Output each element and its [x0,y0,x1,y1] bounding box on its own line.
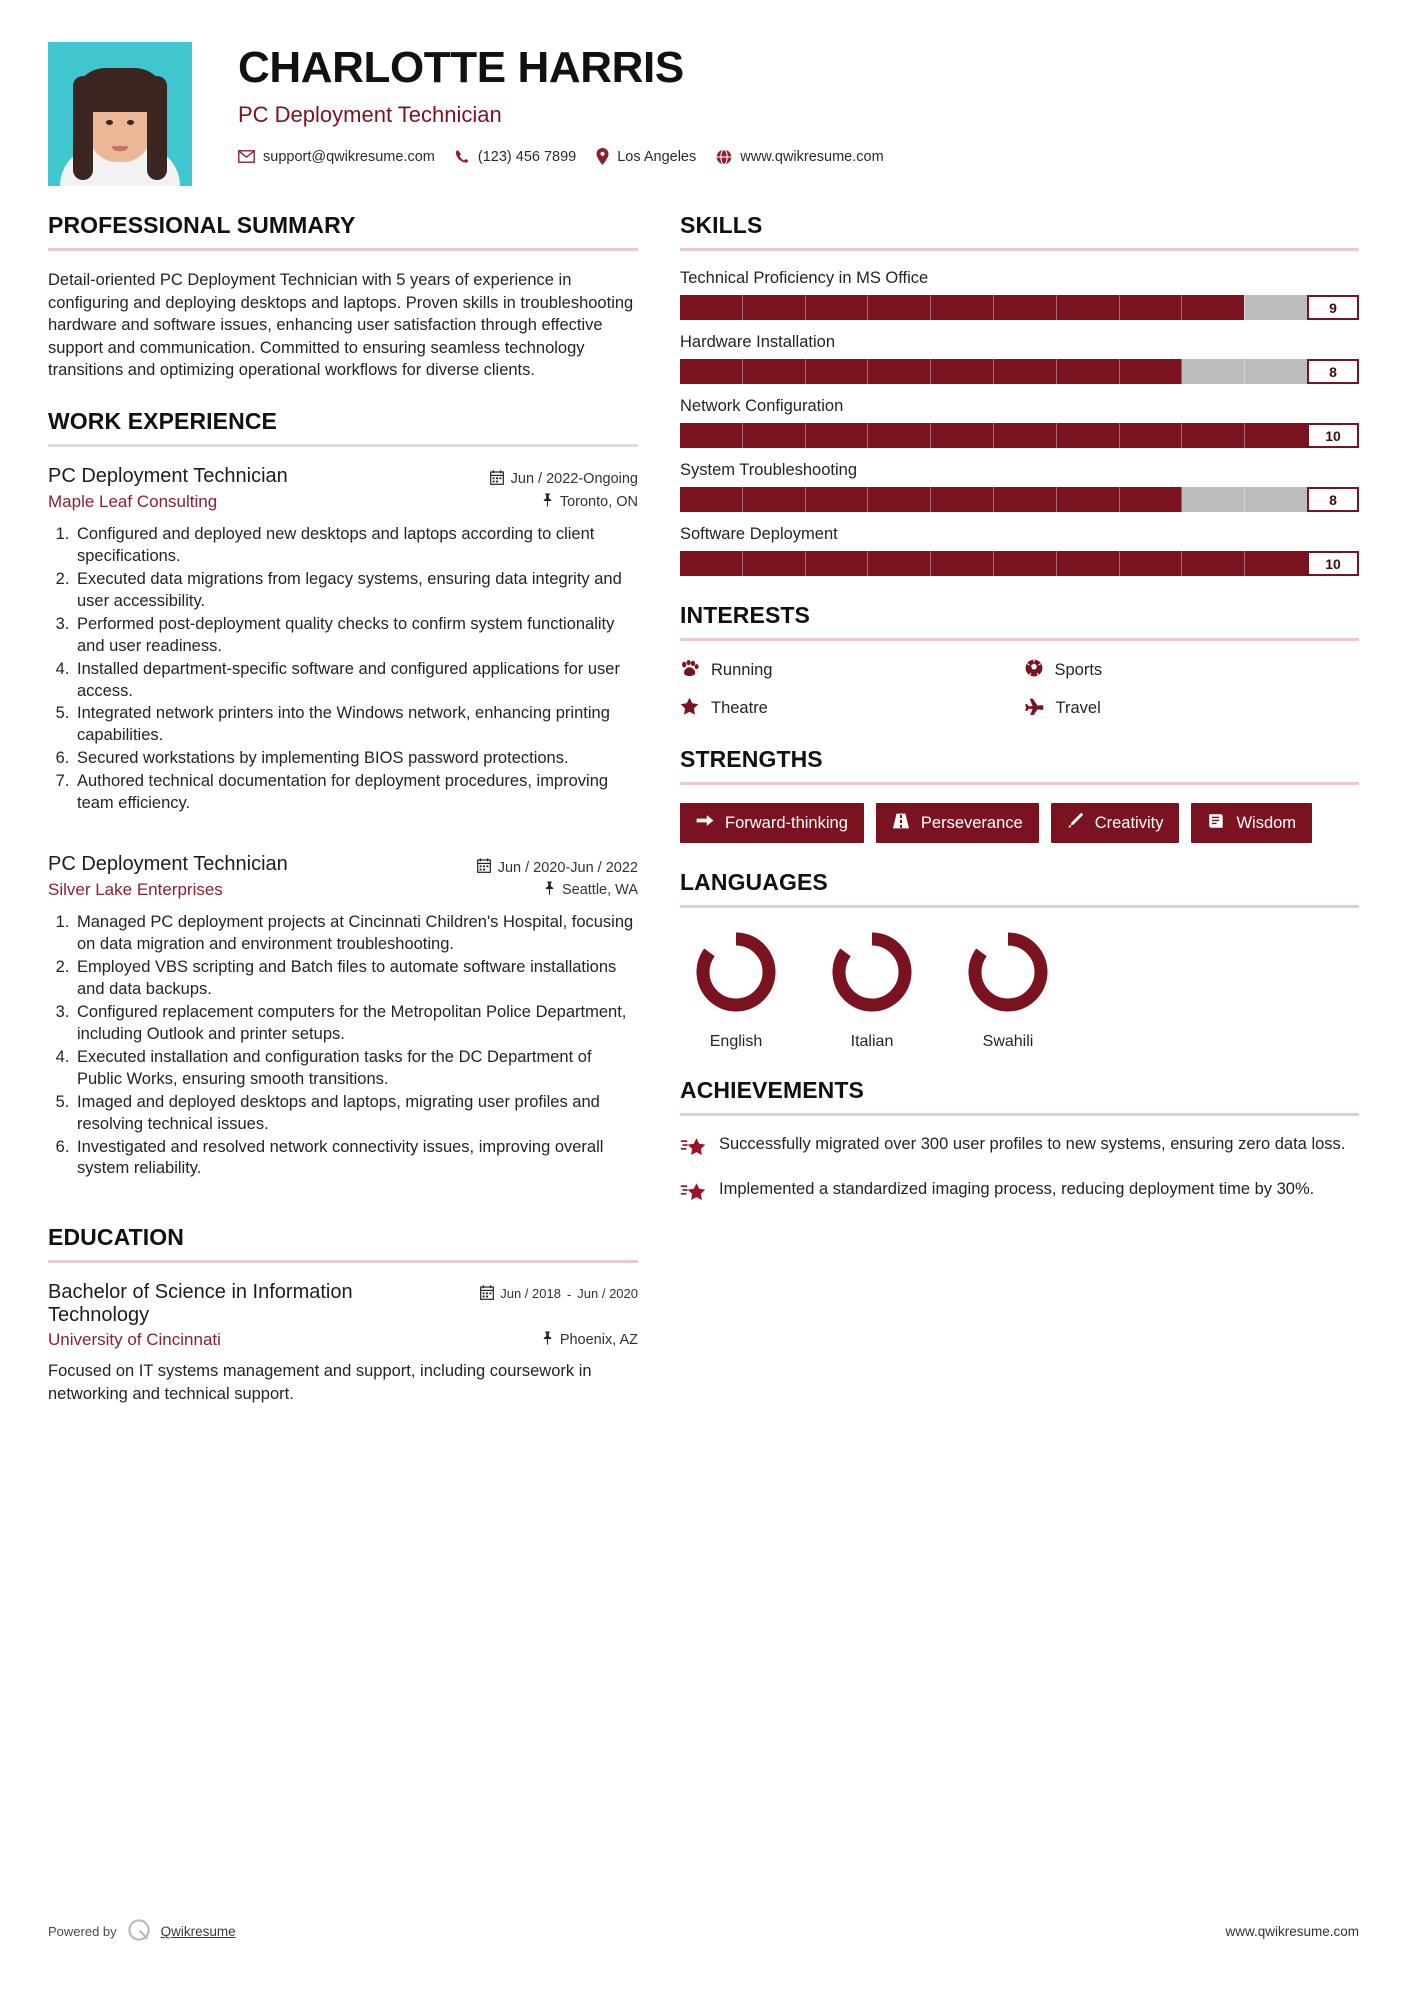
skill-bar-row [680,551,1359,576]
page-footer [48,1917,1359,1946]
job-title-row [48,465,638,489]
skill-bar-ticks [680,551,1307,576]
skill-score-badge: 10 [1307,423,1359,448]
interest-item [680,697,1015,720]
section-divider [48,1260,638,1263]
calendar-icon [490,470,504,489]
strengths-section-title: STRENGTHS [680,746,823,772]
education-date-separator: - [566,1286,572,1302]
section-education [48,1224,638,1405]
skill-score-badge: 8 [1307,487,1359,512]
strength-chip [1191,803,1312,843]
skills-section-title: SKILLS [680,212,763,238]
job-bullet: 5. Integrated network printers into the Windows network, enhancing printing capabilities. [74,703,638,747]
interests-section-title: INTERESTS [680,602,810,628]
section-divider [680,782,1359,785]
strength-label: Perseverance [920,813,1023,832]
section-strengths [680,746,1359,843]
strength-chip [876,803,1039,843]
achievement-text: Implemented a standardized imaging process, reducing deployment time by 30%. [719,1180,1315,1198]
interest-label: Theatre [711,699,768,717]
section-achievements [680,1077,1359,1208]
skill-item [680,525,1359,576]
work-experience-entry [48,465,638,815]
contact-phone-text: (123) 456 7899 [477,148,577,165]
skill-score-badge: 8 [1307,359,1359,384]
left-column [48,212,638,1432]
skill-bar-row [680,359,1359,384]
right-column [680,212,1359,1432]
education-date-start: Jun / 2018 [500,1285,561,1301]
work-experience-section-title: WORK EXPERIENCE [48,407,277,434]
map-pin-icon [542,493,553,511]
language-label: Swahili [982,1033,1034,1050]
job-location [542,489,638,511]
job-bullet: 1. Managed PC deployment projects at Cincinnati Children's Hospital, focusing on data migration and environment troubleshooting. [74,912,638,956]
photo-hair-right [147,76,167,180]
resume-header [0,0,1407,186]
section-divider [680,905,1359,908]
education-title-row [48,1281,638,1327]
education-degree: Bachelor of Science in Information Technology [48,1281,353,1327]
section-professional-summary [48,212,638,382]
header-text-group [192,42,895,165]
job-bullet: 7. Authored technical documentation for deployment procedures, improving team efficiency. [74,771,638,815]
job-company-row [48,489,638,512]
section-divider [680,248,1359,251]
section-work-experience [48,408,638,1180]
contact-website-text: www.qwikresume.com [740,148,884,165]
shooting-star-icon [680,1134,706,1163]
interest-label: Running [711,661,773,679]
skill-bar-track [680,487,1307,512]
job-bullet: 3. Performed post-deployment quality checks to confirm system functionality and user readiness. [74,614,638,658]
strengths-list [680,803,1359,843]
skill-score-badge: 10 [1307,551,1359,576]
qwikresume-link[interactable]: Qwikresume [160,1924,236,1939]
summary-section-title: PROFESSIONAL SUMMARY [48,212,356,238]
skill-item [680,461,1359,512]
star-icon [680,697,699,720]
paw-print-icon [680,660,699,682]
contact-email-text: support@qwikresume.com [263,148,435,165]
skill-bar-row [680,295,1359,320]
calendar-icon [480,1285,494,1303]
contact-phone[interactable] [455,149,576,165]
education-date-end: Jun / 2020 [577,1285,638,1301]
job-bullet: 4. Installed department-specific software and configured applications for user access. [74,659,638,703]
map-pin-icon [544,881,555,899]
interests-list [680,659,1359,720]
book-icon [1207,813,1225,834]
education-school-row [48,1327,638,1350]
skill-label: Hardware Installation [680,333,835,351]
job-bullet: 4. Executed installation and configuration tasks for the DC Department of Public Works, ensuring smooth transitions. [74,1047,638,1091]
language-label: Italian [850,1033,894,1050]
job-title: PC Deployment Technician [48,464,288,487]
education-description: Focused on IT systems management and support, including coursework in networking and technical support. [48,1362,592,1403]
job-bullet: 2. Executed data migrations from legacy systems, ensuring data integrity and user accessibility. [74,569,638,613]
photo-eye-right [127,120,134,125]
strength-chip [680,803,864,843]
language-label: English [709,1033,763,1050]
skill-bar-ticks [680,487,1307,512]
phone-icon [455,149,470,164]
pencil-icon [1067,812,1084,834]
arrow-right-icon [696,813,714,833]
profile-photo [48,42,192,186]
interest-item [1025,697,1360,720]
contact-email[interactable] [238,149,435,165]
achievements-section-title: ACHIEVEMENTS [680,1077,864,1103]
education-location [542,1327,638,1349]
photo-mouth [112,146,128,151]
strength-label: Forward-thinking [725,813,848,832]
job-dates-text: Jun / 2020-Jun / 2022 [497,859,638,876]
job-bullet: 2. Employed VBS scripting and Batch files to automate software installations and data backups. [74,957,638,1001]
section-skills [680,212,1359,576]
soccer-ball-icon [1025,659,1043,682]
airplane-icon [1025,698,1044,720]
job-bullet: 1. Configured and deployed new desktops and laptops according to client specifications. [74,524,638,568]
footer-branding [48,1917,236,1946]
achievement-text: Successfully migrated over 300 user profiles to new systems, ensuring zero data loss. [719,1135,1346,1153]
skill-bar-track [680,295,1307,320]
language-item [690,926,782,1051]
skill-label: Network Configuration [680,397,844,415]
skill-bar-track [680,551,1307,576]
footer-website: www.qwikresume.com [1225,1924,1359,1939]
job-title-row [48,853,638,877]
job-bullet: 6. Secured workstations by implementing BIOS password protections. [74,748,638,770]
map-pin-icon [542,1331,553,1349]
contact-location[interactable] [596,148,696,165]
achievement-item [680,1179,1359,1208]
education-entry [48,1281,638,1405]
language-progress-ring [690,926,782,1018]
interest-item [680,659,1015,682]
photo-eye-left [106,120,113,125]
section-divider [48,444,638,447]
candidate-name: CHARLOTTE HARRIS [238,43,684,92]
education-section-title: EDUCATION [48,1224,184,1251]
section-divider [680,638,1359,641]
job-bullet-list [48,912,638,1180]
skill-score-badge: 9 [1307,295,1359,320]
envelope-icon [238,150,255,163]
job-bullet-list [48,524,638,815]
calendar-icon [477,858,491,877]
location-pin-icon [596,148,609,165]
job-company: Silver Lake Enterprises [48,880,223,900]
skill-bar-ticks [680,295,1307,320]
road-icon [892,813,910,834]
skill-label: Technical Proficiency in MS Office [680,269,929,287]
section-interests [680,602,1359,720]
job-title: PC Deployment Technician [48,853,288,876]
spacer [48,823,638,853]
section-languages [680,869,1359,1051]
strength-chip [1051,803,1180,843]
job-dates [477,853,638,877]
skill-bar-ticks [680,423,1307,448]
strength-label: Creativity [1094,813,1164,832]
skill-item [680,333,1359,384]
education-location-text: Phoenix, AZ [559,1332,638,1349]
job-location-text: Toronto, ON [559,493,638,510]
languages-section-title: LANGUAGES [680,869,828,895]
summary-text: Detail-oriented PC Deployment Technician with 5 years of experience in configuring and deploying desktops and laptops. Proven skills in troubleshooting hardware and software issues, enhancing user satisfaction through effective support and communication. Committed to ensuring seamless technology transitions and optimizing operational workflows for diverse clients. [48,271,634,380]
job-dates-text: Jun / 2022-Ongoing [510,471,638,488]
skill-bar-track [680,359,1307,384]
language-progress-ring [962,926,1054,1018]
interest-label: Sports [1054,661,1103,679]
candidate-job-title: PC Deployment Technician [238,102,502,127]
section-divider [680,1113,1359,1116]
interest-label: Travel [1055,699,1101,717]
education-school: University of Cincinnati [48,1330,221,1350]
education-dates [480,1281,638,1303]
globe-icon [716,149,732,165]
skill-bar-ticks [680,359,1307,384]
job-location-text: Seattle, WA [561,882,638,899]
skill-label: Software Deployment [680,525,838,543]
contact-list [238,148,895,165]
language-progress-ring [826,926,918,1018]
language-item [962,926,1054,1051]
contact-location-text: Los Angeles [617,148,697,165]
achievement-item [680,1134,1359,1163]
job-company: Maple Leaf Consulting [48,491,218,511]
job-bullet: 6. Investigated and resolved network connectivity issues, improving overall system reliability. [74,1137,638,1181]
skill-bar-row [680,423,1359,448]
powered-by-label: Powered by [48,1924,117,1939]
contact-website[interactable] [716,149,883,165]
job-dates [490,465,638,489]
qwikresume-logo-icon [126,1917,152,1946]
skill-item [680,269,1359,320]
languages-list [680,926,1359,1051]
job-company-row [48,877,638,900]
job-location [544,877,638,899]
photo-hair-left [73,76,93,180]
skill-label: System Troubleshooting [680,461,858,479]
language-item [826,926,918,1051]
skill-bar-track [680,423,1307,448]
work-experience-entry [48,853,638,1180]
skill-bar-row [680,487,1359,512]
shooting-star-icon [680,1179,706,1208]
strength-label: Wisdom [1236,813,1297,832]
interest-item [1025,659,1360,682]
resume-body [0,186,1407,1432]
section-divider [48,248,638,251]
skill-item [680,397,1359,448]
job-bullet: 3. Configured replacement computers for the Metropolitan Police Department, including Outlook and printer setups. [74,1002,638,1046]
job-bullet: 5. Imaged and deployed desktops and laptops, migrating user profiles and resolving technical issues. [74,1092,638,1136]
